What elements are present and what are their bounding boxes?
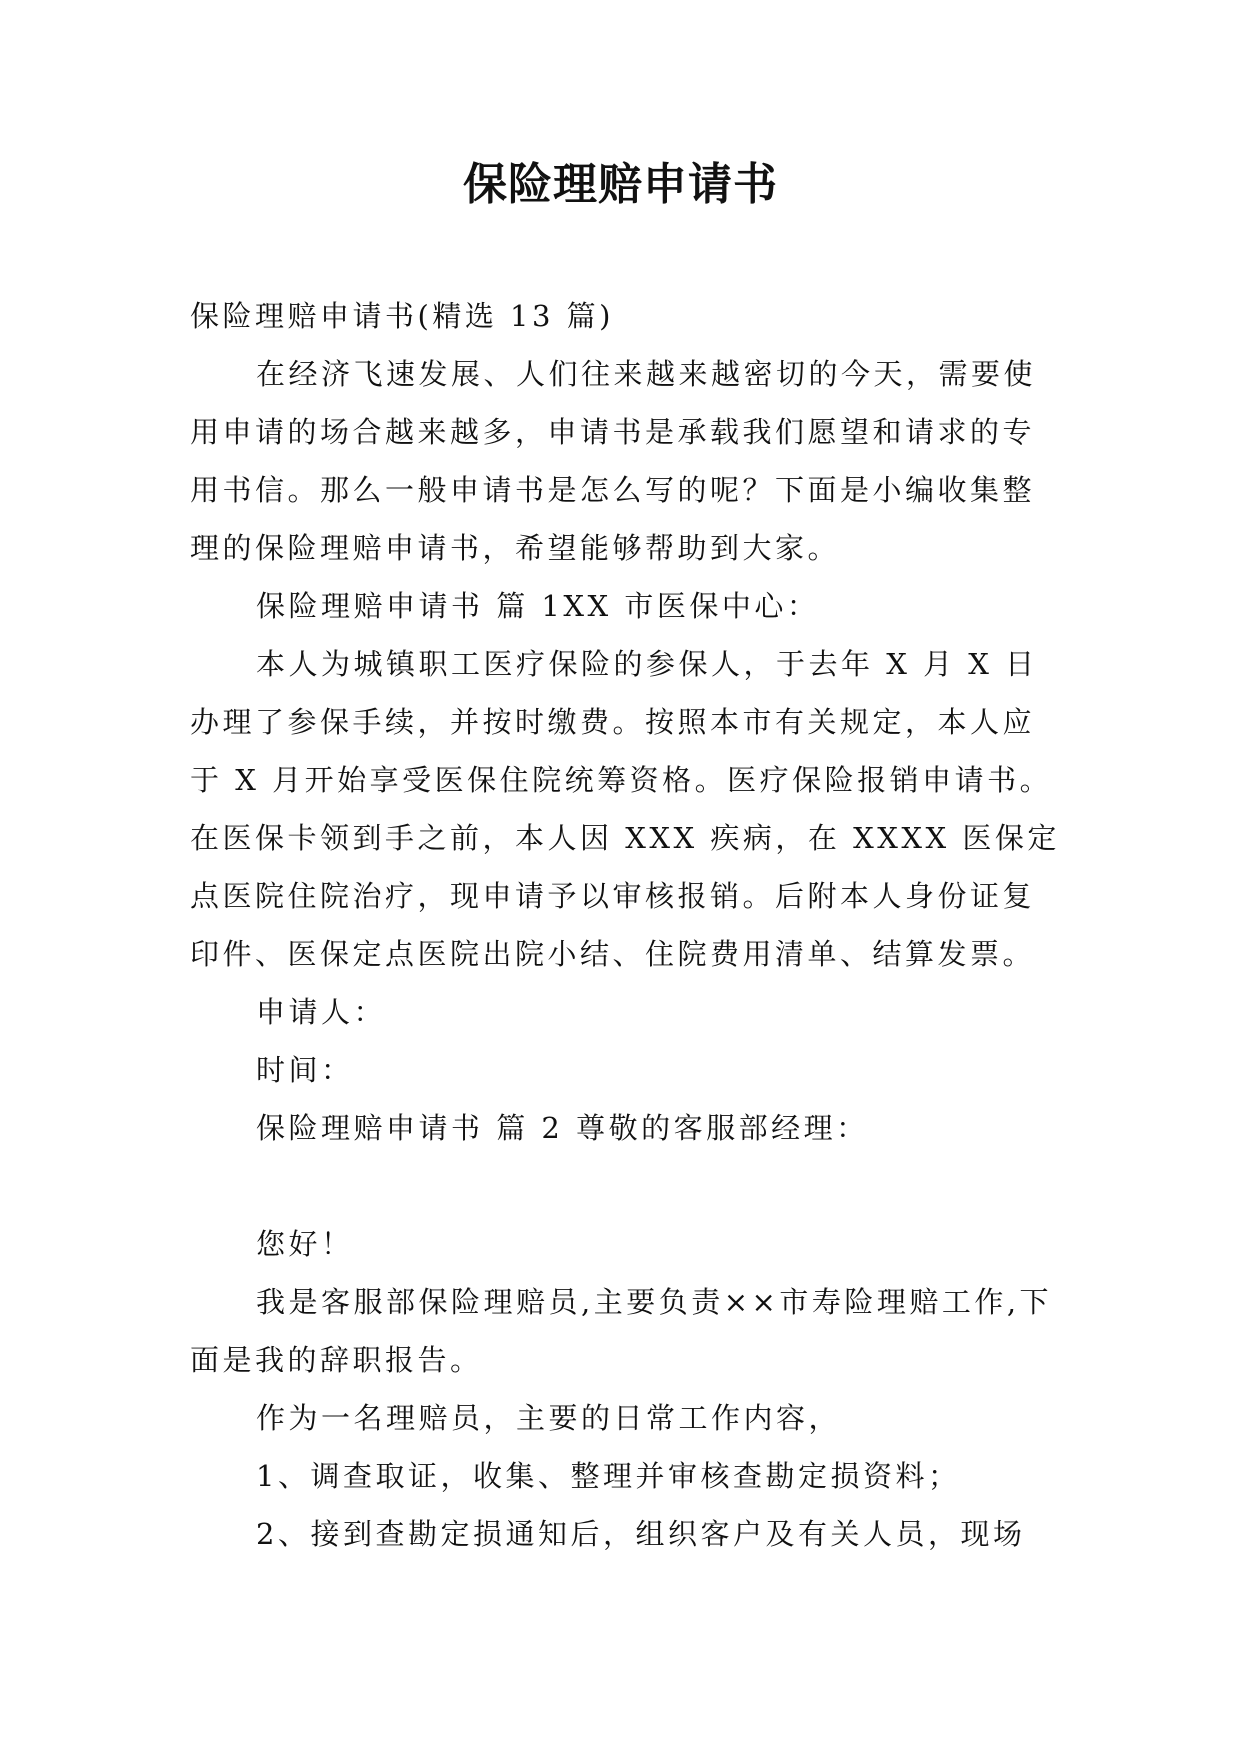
paragraph-list-item-2: 2、接到查勘定损通知后，组织客户及有关人员，现场	[256, 1517, 1026, 1551]
paragraph-intro: 在经济飞速发展、人们往来越来越密切的今天，需要使用申请的场合越来越多，申请书是承载我们愿望和请求的专用书信。那么一般申请书是怎么写的呢？下面是小编收集整理的保险理赔申请书，希望能够帮助到大家。	[190, 357, 1037, 565]
document-title: 保险理赔申请书	[463, 159, 778, 210]
paragraph-blank	[190, 1157, 1060, 1215]
paragraph-heading-2: 保险理赔申请书 篇 2 尊敬的客服部经理：	[256, 1111, 869, 1145]
paragraph-subtitle: 保险理赔申请书(精选 13 篇)	[190, 299, 614, 333]
paragraph-applicant: 申请人：	[256, 995, 387, 1029]
paragraph-time: 时间：	[256, 1053, 354, 1087]
paragraph-heading-1: 保险理赔申请书 篇 1XX 市医保中心：	[256, 589, 820, 623]
paragraph-list-item-1: 1、调查取证，收集、整理并审核查勘定损资料；	[256, 1459, 961, 1493]
paragraph-body-3: 作为一名理赔员，主要的日常工作内容，	[256, 1401, 842, 1435]
paragraph-greeting: 您好！	[256, 1227, 354, 1261]
paragraph-body-1: 本人为城镇职工医疗保险的参保人，于去年 X 月 X 日办理了参保手续，并按时缴费。按照本市有关规定，本人应于 X 月开始享受医保住院统筹资格。医疗保险报销申请书。在医保卡领到手之前，本人因 XXX 疾病，在 XXXX 医保定点医院住院治疗，现申请予以审核报销。后附本人身份证复印件、医保定点医院出院小结、住院费用清单、结算发票。	[190, 647, 1060, 971]
paragraph-body-2: 我是客服部保险理赔员,主要负责××市寿险理赔工作,下面是我的辞职报告。	[190, 1285, 1053, 1377]
document-body	[190, 287, 1060, 1563]
